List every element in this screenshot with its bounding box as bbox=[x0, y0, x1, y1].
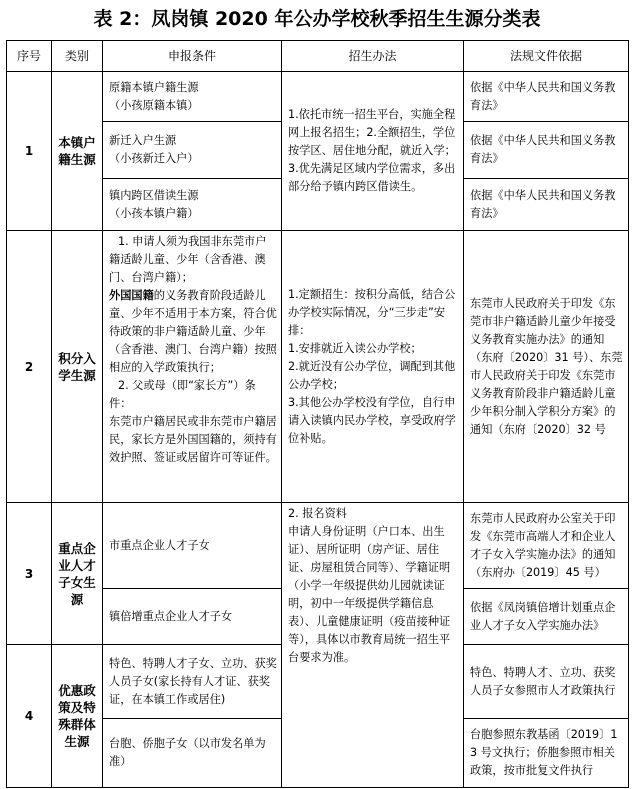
seq-cell: 2 bbox=[7, 231, 52, 503]
method-line: 3.其他公办学校没有学位，自行申请入读镇内民办学校，享受政府学位补贴。 bbox=[288, 395, 456, 445]
seq-cell: 4 bbox=[7, 645, 52, 788]
method-cell bbox=[282, 231, 464, 503]
page-title: 表 2：凤岗镇 2020 年公办学校秋季招生生源分类表 bbox=[93, 8, 541, 30]
basis-cell: 依据《中华人民共和国义务教育法》 bbox=[464, 179, 629, 231]
condition-paragraph: 外国国籍的义务教育阶段适龄儿童、少年不适用于本方案，符合优待政策的非户籍适龄儿童、少年（含香港、澳门、台湾户籍）按照相应的入学政策执行； bbox=[109, 289, 277, 374]
condition-paragraph: 东莞市户籍居民或非东莞市户籍居民，家长方是外国国籍的，须持有效护照、签证或居留许可等证件。 bbox=[109, 415, 277, 464]
basis-cell: 特色、特聘人才、立功、获奖人员子女参照市人才政策执行 bbox=[464, 645, 629, 719]
header-category: 类别 bbox=[52, 41, 103, 72]
condition-cell bbox=[103, 179, 282, 231]
basis-cell: 台胞参照东教基函〔2019〕13 号文执行；侨胞参照市相关政策，按市批复文件执行 bbox=[464, 719, 629, 788]
method-cell: 2. 报名资料 申请人身份证明（户口本、出生证）、居所证明（房产证、居住证、房屋租赁合同等）、学籍证明（小学一年级提供幼儿园就读证明，初中一年级提供学籍信息表）、儿童健康证明（疫苗接种证等），具体以市教育局统一招生平台要求为准。 bbox=[282, 503, 464, 788]
method-line: 1.定额招生：按积分高低，结合公办学校实际情况，分“三步走”安排： bbox=[288, 287, 456, 337]
condition-cell: 台胞、侨胞子女（以市发名单为准） bbox=[103, 719, 282, 788]
basis-cell: 依据《中华人民共和国义务教育法》 bbox=[464, 122, 629, 179]
condition-cell: 特色、特聘人才子女、立功、获奖人员子女(家长持有人才证、获奖证，在本镇工作或居住) bbox=[103, 645, 282, 719]
category-cell: 本镇户籍生源 bbox=[52, 72, 103, 231]
basis-cell: 东莞市人民政府关于印发《东莞市非户籍适龄儿童少年接受义务教育实施办法》的通知（东府〔2020〕31 号）、东莞市人民政府关于印发《东莞市义务教育阶段非户籍适龄儿童少年积分制入学积分方案》的通知（东府〔2020〕32 号 bbox=[464, 231, 629, 503]
table-header-row bbox=[7, 41, 629, 72]
header-seq: 序号 bbox=[7, 41, 52, 72]
condition-cell: 镇倍增重点企业人才子女 bbox=[103, 589, 282, 645]
category-cell: 优惠政策及特殊群体生源 bbox=[52, 645, 103, 788]
header-conditions: 申报条件 bbox=[103, 41, 282, 72]
table-row bbox=[7, 72, 629, 122]
header-method: 招生办法 bbox=[282, 41, 464, 72]
table-row bbox=[7, 503, 629, 589]
condition-cell: 市重点企业人才子女 bbox=[103, 503, 282, 589]
enrollment-table bbox=[6, 40, 629, 788]
seq-cell: 1 bbox=[7, 72, 52, 231]
condition-line: 原籍本镇户籍生源 bbox=[109, 80, 199, 94]
method-line: 2.就近没有公办学位，调配到其他公办学校； bbox=[288, 359, 456, 391]
condition-line: （小孩新迁入户） bbox=[109, 152, 199, 165]
condition-line: （小孩原籍本镇） bbox=[109, 98, 199, 112]
condition-cell bbox=[103, 122, 282, 179]
condition-line: 新迁入户生源 bbox=[109, 134, 177, 147]
table-row bbox=[7, 231, 629, 503]
condition-paragraph: 1. 申请人须为我国非东莞市户籍适龄儿童、少年（含香港、澳门、台湾户籍）； bbox=[109, 235, 267, 284]
basis-cell: 东莞市人民政府办公室关于印发《东莞市高端人才和企业人才子女入学实施办法》的通知（东府办〔2019〕45 号） bbox=[464, 503, 629, 589]
condition-cell bbox=[103, 231, 282, 503]
condition-paragraph: 2. 父或母（即“家长方”）条件： bbox=[109, 379, 256, 410]
method-cell: 1.依托市统一招生平台，实施全程网上报名招生；2.全额招生，学位按学区、居住地分配，就近入学；3.优先满足区域内学位需求，多出部分给予镇内跨区借读生。 bbox=[282, 72, 464, 231]
method-line: 1.安排就近入读公办学校； bbox=[288, 341, 422, 355]
condition-line: （小孩本镇户籍） bbox=[109, 206, 199, 220]
seq-cell: 3 bbox=[7, 503, 52, 645]
header-basis: 法规文件依据 bbox=[464, 41, 629, 72]
foreign-nationality-label: 外国国籍 bbox=[109, 289, 154, 302]
category-cell: 积分入学生源 bbox=[52, 231, 103, 503]
condition-line: 镇内跨区借读生源 bbox=[109, 188, 199, 202]
category-cell: 重点企业人才子女生源 bbox=[52, 503, 103, 645]
basis-cell: 依据《中华人民共和国义务教育法》 bbox=[464, 72, 629, 122]
condition-cell bbox=[103, 72, 282, 122]
basis-cell: 依据《凤岗镇倍增计划重点企业人才子女入学实施办法》 bbox=[464, 589, 629, 645]
